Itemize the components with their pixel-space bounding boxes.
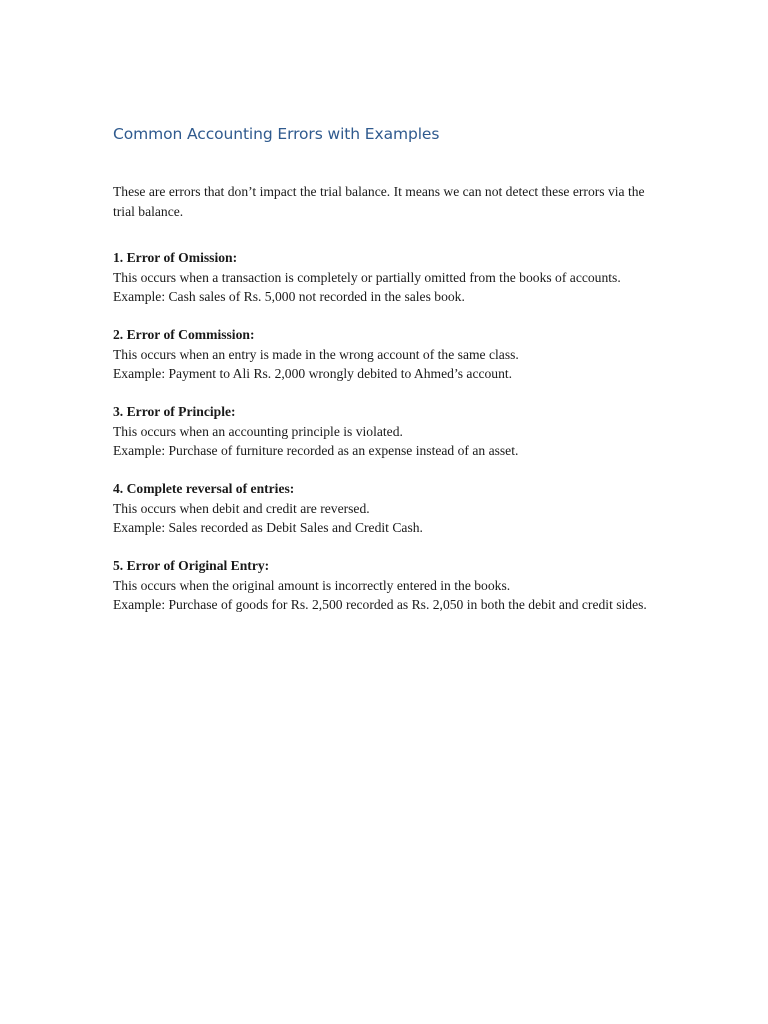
document-title: Common Accounting Errors with Examples xyxy=(113,125,440,143)
section-example: Example: Purchase of furniture recorded as an expense instead of an asset. xyxy=(113,442,519,458)
section-description: This occurs when an accounting principle is violated. xyxy=(113,423,403,439)
section-example: Example: Purchase of goods for Rs. 2,500 recorded as Rs. 2,050 in both the debit and credit sides. xyxy=(113,597,647,613)
section-heading: 4. Complete reversal of entries: xyxy=(113,481,295,497)
error-section-reversal xyxy=(113,479,658,537)
section-heading: 1. Error of Omission: xyxy=(113,250,238,265)
error-section-omission xyxy=(113,248,658,306)
error-section-original-entry xyxy=(113,556,658,614)
section-description: This occurs when debit and credit are reversed. xyxy=(113,500,370,516)
section-description: This occurs when an entry is made in the wrong account of the same class. xyxy=(113,346,519,362)
document-body xyxy=(113,122,658,633)
section-heading: 5. Error of Original Entry: xyxy=(113,558,270,574)
section-example: Example: Cash sales of Rs. 5,000 not recorded in the sales book. xyxy=(113,288,465,304)
intro-paragraph: These are errors that don’t impact the trial balance. It means we can not detect these errors via the trial balance. xyxy=(113,184,645,219)
error-section-commission xyxy=(113,325,658,383)
section-heading: 3. Error of Principle: xyxy=(113,404,236,420)
section-description: This occurs when the original amount is incorrectly entered in the books. xyxy=(113,577,511,593)
section-heading: 2. Error of Commission: xyxy=(113,327,255,343)
section-example: Example: Payment to Ali Rs. 2,000 wrongly debited to Ahmed’s account. xyxy=(113,365,513,381)
section-example: Example: Sales recorded as Debit Sales and Credit Cash. xyxy=(113,520,423,536)
error-section-principle xyxy=(113,402,658,460)
section-description: This occurs when a transaction is completely or partially omitted from the books of accounts. xyxy=(113,269,621,285)
